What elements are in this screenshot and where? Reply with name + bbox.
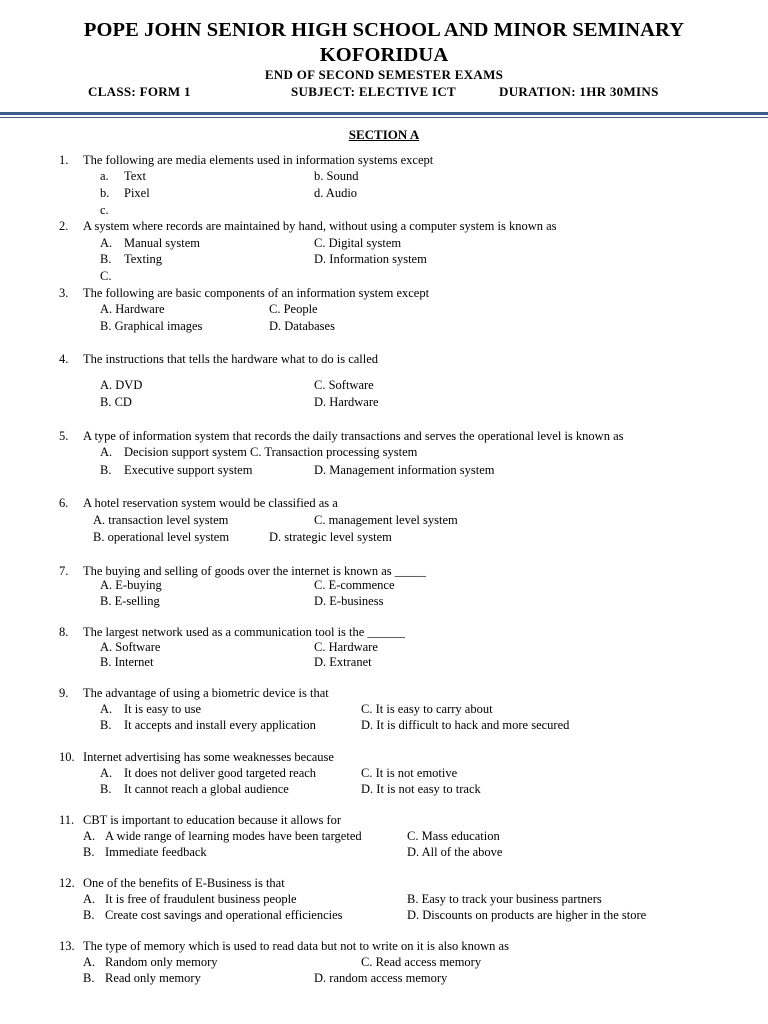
option-text: It accepts and install every application [124,718,316,732]
option-text: D. Extranet [314,655,372,669]
option-letter: b. [100,186,110,200]
question-number: 1. [59,153,69,167]
option-text: D. strategic level system [269,530,392,544]
option-text: C. It is not emotive [361,766,458,780]
exam-title: END OF SECOND SEMESTER EXAMS [264,67,504,82]
option-text: A. Hardware [100,302,165,316]
subject-label: SUBJECT: ELECTIVE ICT [291,84,456,99]
option-letter: B. [83,845,95,859]
question-text: A system where records are maintained by hand, without using a computer system is known as [83,219,557,233]
option-text: A. Software [100,640,161,654]
option-text: Executive support system [124,463,253,477]
question-number: 7. [59,564,69,578]
question-number: 2. [59,219,69,233]
question-text: The following are basic components of an information system except [83,286,430,300]
option-text: C. Digital system [314,236,402,250]
option-letter: C. [100,269,112,283]
option-text: D. Management information system [314,463,495,477]
question-number: 13. [59,939,75,953]
option-text: C. E-commence [314,578,395,592]
option-text: Texting [124,252,163,266]
option-letter: c. [100,203,109,217]
question-text: A type of information system that records the daily transactions and serves the operational level is known as [83,429,624,443]
option-letter: B. [100,782,112,796]
option-text: It cannot reach a global audience [124,782,289,796]
option-text: D. Databases [269,319,335,333]
option-text: B. E-selling [100,594,160,608]
option-text: Read only memory [105,971,201,985]
option-text: D. It is difficult to hack and more secured [361,718,570,732]
question-text: Internet advertising has some weaknesses because [83,750,334,764]
option-letter: A. [100,766,113,780]
question-number: 3. [59,286,69,300]
option-text: A wide range of learning modes have been targeted [105,829,362,843]
option-letter: A. [100,445,113,459]
option-text: C. It is easy to carry about [361,702,493,716]
school-name-line-1: POPE JOHN SENIOR HIGH SCHOOL AND MINOR SEMINARY [83,19,685,41]
option-text: C. Read access memory [361,955,482,969]
option-text: D. random access memory [314,971,448,985]
question-text: The advantage of using a biometric device is that [83,686,329,700]
question-text: The following are media elements used in information systems except [83,153,434,167]
option-letter: B. [100,718,112,732]
option-text: Random only memory [105,955,218,969]
option-letter: B. [83,971,95,985]
question-number: 12. [59,876,75,890]
question-number: 10. [59,750,75,764]
option-text: A. E-buying [100,578,162,592]
question-text: One of the benefits of E-Business is that [83,876,285,890]
duration-label: DURATION: 1HR 30MINS [499,84,659,99]
option-text: A. DVD [100,378,143,392]
option-text: Pixel [124,186,150,200]
option-text: D. E-business [314,594,384,608]
option-text: B. Internet [100,655,154,669]
option-letter: A. [83,955,96,969]
option-letter: A. [100,702,113,716]
option-text: D. Discounts on products are higher in the store [407,908,647,922]
option-text: Create cost savings and operational efficiencies [105,908,343,922]
option-text: It is free of fraudulent business people [105,892,297,906]
question-text: The largest network used as a communication tool is the ______ [83,625,405,639]
option-text: C. Mass education [407,829,500,843]
option-text: C. People [269,302,318,316]
class-label: CLASS: FORM 1 [88,84,191,99]
question-text: CBT is important to education because it allows for [83,813,342,827]
option-text: Decision support system C. Transaction processing system [124,445,418,459]
question-number: 5. [59,429,69,443]
school-name-line-2: KOFORIDUA [319,44,449,66]
option-text: B. CD [100,395,132,409]
question-number: 9. [59,686,69,700]
question-number: 6. [59,496,69,510]
option-text: Immediate feedback [105,845,207,859]
option-letter: A. [83,829,96,843]
option-text: b. Sound [314,169,359,183]
option-text: B. operational level system [93,530,230,544]
question-number: 11. [59,813,75,827]
option-text: B. Easy to track your business partners [407,892,602,906]
option-text: D. All of the above [407,845,503,859]
header-divider-thin [0,117,768,118]
section-title: SECTION A [348,127,420,142]
option-letter: a. [100,169,109,183]
option-letter: B. [100,463,112,477]
option-text: d. Audio [314,186,358,200]
question-text: The instructions that tells the hardware what to do is called [83,352,379,366]
question-text: A hotel reservation system would be classified as a [83,496,338,510]
option-text: C. management level system [314,513,458,527]
option-text: D. Hardware [314,395,379,409]
option-letter: B. [100,252,112,266]
option-letter: A. [83,892,96,906]
question-number: 8. [59,625,69,639]
option-letter: B. [83,908,95,922]
option-text: A. transaction level system [93,513,229,527]
option-text: C. Hardware [314,640,378,654]
option-letter: A. [100,236,113,250]
option-text: D. Information system [314,252,427,266]
option-text: C. Software [314,378,374,392]
option-text: B. Graphical images [100,319,203,333]
header-divider-thick [0,112,768,115]
question-text: The type of memory which is used to read data but not to write on it is also known as [83,939,509,953]
option-text: Manual system [124,236,201,250]
question-number: 4. [59,352,69,366]
option-text: Text [124,169,147,183]
option-text: D. It is not easy to track [361,782,481,796]
option-text: It does not deliver good targeted reach [124,766,317,780]
question-text: The buying and selling of goods over the internet is known as _____ [83,564,426,578]
option-text: It is easy to use [124,702,202,716]
